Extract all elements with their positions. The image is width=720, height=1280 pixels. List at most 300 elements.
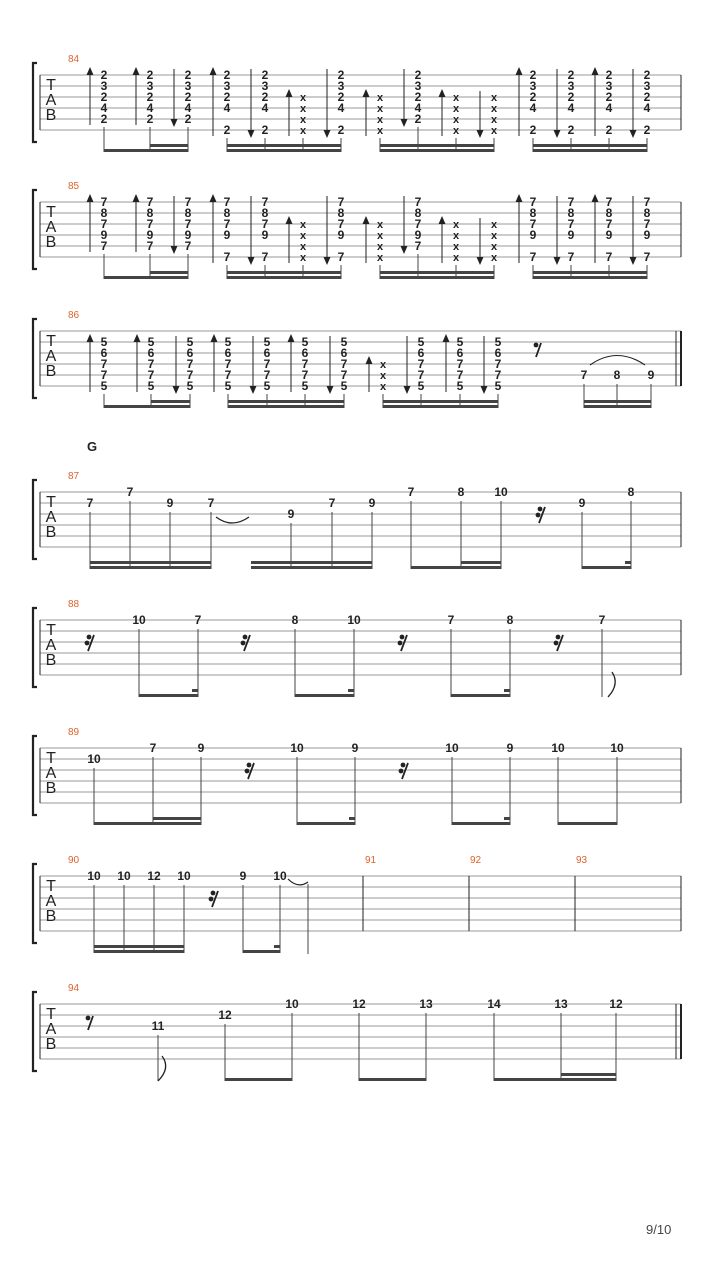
fret-number: 3 xyxy=(337,79,345,93)
fret-number: 2 xyxy=(643,123,651,137)
fret-number: 12 xyxy=(218,1008,232,1022)
measure-number: 94 xyxy=(68,983,80,994)
fret-number: 9 xyxy=(368,496,376,510)
dead-note: x xyxy=(490,125,498,137)
fret-number: 5 xyxy=(301,335,309,349)
fret-number: 8 xyxy=(146,206,154,220)
beam-primary xyxy=(582,566,631,569)
fret-number: 3 xyxy=(529,79,537,93)
beam-primary xyxy=(104,149,188,152)
dead-note: x xyxy=(452,219,460,231)
fret-number: 2 xyxy=(184,112,192,126)
fret-number: 7 xyxy=(414,217,422,231)
fret-number: 2 xyxy=(567,68,575,82)
fret-number: 9 xyxy=(287,507,295,521)
fret-number: 7 xyxy=(301,357,309,371)
dead-note: x xyxy=(452,125,460,137)
dead-note: x xyxy=(452,103,460,115)
dead-note: x xyxy=(299,230,307,242)
fret-number: 7 xyxy=(605,195,613,209)
fret-number: 6 xyxy=(224,346,232,360)
beam-secondary xyxy=(383,400,498,403)
fret-number: 4 xyxy=(605,101,613,115)
tab-clef-letter: A xyxy=(45,348,57,365)
fret-number: 7 xyxy=(223,195,231,209)
fret-number: 2 xyxy=(337,68,345,82)
beam-primary xyxy=(228,405,344,408)
dead-note: x xyxy=(299,241,307,253)
fret-number: 7 xyxy=(224,357,232,371)
beam-secondary xyxy=(380,144,494,147)
fret-number: 12 xyxy=(147,869,161,883)
fret-number: 9 xyxy=(414,228,422,242)
measure-number: 90 xyxy=(68,855,80,866)
fret-number: 9 xyxy=(643,228,651,242)
fret-number: 7 xyxy=(605,250,613,264)
fret-number: 7 xyxy=(186,368,194,382)
beam-primary xyxy=(104,276,188,279)
fret-number: 3 xyxy=(223,79,231,93)
system-bracket xyxy=(33,608,37,687)
fret-number: 5 xyxy=(456,379,464,393)
dead-note: x xyxy=(490,230,498,242)
beam-primary xyxy=(295,694,354,697)
fret-number: 9 xyxy=(578,496,586,510)
fret-number: 9 xyxy=(166,496,174,510)
beam-secondary xyxy=(94,945,184,948)
fret-number: 7 xyxy=(149,741,157,755)
fret-number: 5 xyxy=(224,335,232,349)
fret-number: 2 xyxy=(223,123,231,137)
fret-number: 7 xyxy=(529,217,537,231)
fret-number: 6 xyxy=(186,346,194,360)
fret-number: 2 xyxy=(643,68,651,82)
tab-clef-letter: T xyxy=(46,878,56,895)
system-84 xyxy=(33,63,681,142)
system-bracket xyxy=(33,864,37,943)
fret-number: 2 xyxy=(605,68,613,82)
fret-number: 2 xyxy=(261,123,269,137)
dead-note: x xyxy=(299,252,307,264)
downstroke-arrowhead xyxy=(324,257,331,265)
beam-secondary xyxy=(584,400,651,403)
fret-number: 2 xyxy=(223,90,231,104)
upstroke-arrowhead xyxy=(87,334,94,342)
fret-number: 7 xyxy=(340,357,348,371)
tie xyxy=(288,879,308,885)
system-85 xyxy=(33,190,681,269)
fret-number: 7 xyxy=(567,195,575,209)
fret-number: 5 xyxy=(100,379,108,393)
fret-number: 7 xyxy=(529,250,537,264)
fret-number: 8 xyxy=(567,206,575,220)
fret-number: 3 xyxy=(643,79,651,93)
upstroke-arrowhead xyxy=(87,67,94,75)
fret-number: 4 xyxy=(337,101,345,115)
chord-name: G xyxy=(86,439,98,454)
dead-note: x xyxy=(376,114,384,126)
fret-number: 7 xyxy=(146,217,154,231)
fret-number: 2 xyxy=(567,90,575,104)
downstroke-arrowhead xyxy=(173,386,180,394)
dead-note: x xyxy=(379,370,387,382)
rest-dot xyxy=(86,1016,91,1021)
system-bracket xyxy=(33,480,37,559)
fret-number: 8 xyxy=(627,485,635,499)
beam-primary xyxy=(533,276,647,279)
tab-clef-letter: A xyxy=(45,1021,57,1038)
fret-number: 9 xyxy=(605,228,613,242)
fret-number: 5 xyxy=(456,335,464,349)
beam-primary xyxy=(225,1078,292,1081)
fret-number: 7 xyxy=(643,195,651,209)
fret-number: 3 xyxy=(605,79,613,93)
tab-clef-letter: A xyxy=(45,637,57,654)
fret-number: 7 xyxy=(417,368,425,382)
tab-clef-letter: B xyxy=(45,363,57,380)
rest-dot xyxy=(538,507,543,512)
dead-note: x xyxy=(452,92,460,104)
rest-dot xyxy=(247,763,252,768)
dead-note: x xyxy=(490,92,498,104)
fret-number: 5 xyxy=(494,335,502,349)
upstroke-arrowhead xyxy=(363,216,370,224)
tie xyxy=(216,517,249,523)
dead-note: x xyxy=(379,359,387,371)
system-bracket xyxy=(33,736,37,815)
upstroke-arrowhead xyxy=(133,194,140,202)
fret-number: 8 xyxy=(100,206,108,220)
fret-number: 7 xyxy=(224,368,232,382)
beam-secondary xyxy=(533,271,647,274)
beam-secondary xyxy=(153,817,201,820)
fret-number: 9 xyxy=(223,228,231,242)
downstroke-arrowhead xyxy=(554,257,561,265)
fret-number: 4 xyxy=(146,101,154,115)
fret-number: 10 xyxy=(347,613,361,627)
fret-number: 7 xyxy=(494,357,502,371)
fret-number: 10 xyxy=(132,613,146,627)
dead-note: x xyxy=(376,92,384,104)
beam-secondary xyxy=(228,400,344,403)
fret-number: 7 xyxy=(261,250,269,264)
fret-number: 10 xyxy=(177,869,191,883)
rest-dot xyxy=(209,897,214,902)
fret-number: 7 xyxy=(184,217,192,231)
tab-clef-letter: B xyxy=(45,908,57,925)
fret-number: 7 xyxy=(263,357,271,371)
fret-number: 7 xyxy=(263,368,271,382)
upstroke-arrowhead xyxy=(366,356,373,364)
fret-number: 5 xyxy=(417,335,425,349)
fret-number: 9 xyxy=(146,228,154,242)
dead-note: x xyxy=(299,92,307,104)
fret-number: 7 xyxy=(147,357,155,371)
tab-clef-letter: T xyxy=(46,333,56,350)
upstroke-arrowhead xyxy=(134,334,141,342)
fret-number: 7 xyxy=(494,368,502,382)
rest-dot xyxy=(398,641,403,646)
upstroke-arrowhead xyxy=(210,67,217,75)
beam-secondary xyxy=(151,400,190,403)
fret-number: 6 xyxy=(456,346,464,360)
fret-number: 2 xyxy=(261,68,269,82)
fret-number: 7 xyxy=(598,613,606,627)
beam-secondary xyxy=(90,561,211,564)
beam-primary xyxy=(104,405,190,408)
fret-number: 12 xyxy=(352,997,366,1011)
fret-number: 2 xyxy=(337,90,345,104)
fret-number: 2 xyxy=(261,90,269,104)
dead-note: x xyxy=(299,125,307,137)
fret-number: 4 xyxy=(261,101,269,115)
fret-number: 8 xyxy=(605,206,613,220)
fret-number: 3 xyxy=(100,79,108,93)
upstroke-arrowhead xyxy=(439,89,446,97)
fret-number: 2 xyxy=(337,123,345,137)
beam-secondary xyxy=(150,144,188,147)
downstroke-arrowhead xyxy=(401,246,408,254)
dead-note: x xyxy=(376,103,384,115)
upstroke-arrowhead xyxy=(286,89,293,97)
fret-number: 13 xyxy=(419,997,433,1011)
fret-number: 5 xyxy=(186,335,194,349)
fret-number: 12 xyxy=(609,997,623,1011)
beam-secondary xyxy=(227,271,341,274)
fret-number: 8 xyxy=(506,613,514,627)
fret-number: 7 xyxy=(100,357,108,371)
tab-clef-letter: B xyxy=(45,652,57,669)
rest-dot xyxy=(536,513,541,518)
fret-number: 3 xyxy=(261,79,269,93)
fret-number: 3 xyxy=(146,79,154,93)
fret-number: 7 xyxy=(184,195,192,209)
fret-number: 8 xyxy=(291,613,299,627)
rest-dot xyxy=(399,769,404,774)
beam-primary xyxy=(451,694,510,697)
fret-number: 2 xyxy=(146,112,154,126)
beam-primary xyxy=(584,405,651,408)
fret-number: 8 xyxy=(184,206,192,220)
fret-number: 10 xyxy=(273,869,287,883)
dead-note: x xyxy=(376,252,384,264)
beam-primary xyxy=(359,1078,426,1081)
fret-number: 5 xyxy=(340,379,348,393)
downstroke-arrowhead xyxy=(248,257,255,265)
fret-number: 2 xyxy=(567,123,575,137)
fret-number: 7 xyxy=(580,368,588,382)
upstroke-arrowhead xyxy=(211,334,218,342)
system-bracket xyxy=(33,992,37,1071)
fret-number: 3 xyxy=(184,79,192,93)
dead-note: x xyxy=(452,230,460,242)
fret-number: 8 xyxy=(261,206,269,220)
beam-primary xyxy=(139,694,198,697)
fret-number: 7 xyxy=(337,250,345,264)
fret-number: 3 xyxy=(414,79,422,93)
fret-number: 6 xyxy=(100,346,108,360)
fret-number: 2 xyxy=(529,90,537,104)
beam-primary xyxy=(383,405,498,408)
rest-dot xyxy=(243,635,248,640)
dead-note: x xyxy=(452,241,460,253)
fret-number: 6 xyxy=(147,346,155,360)
fret-number: 2 xyxy=(184,90,192,104)
beam-primary xyxy=(227,149,341,152)
rest-dot xyxy=(534,343,539,348)
fret-number: 4 xyxy=(100,101,108,115)
fret-number: 7 xyxy=(194,613,202,627)
fret-number: 7 xyxy=(340,368,348,382)
page-number: 9/10 xyxy=(646,1222,672,1237)
tab-clef-letter: B xyxy=(45,780,57,797)
fret-number: 7 xyxy=(207,496,215,510)
measure-number: 86 xyxy=(68,310,80,321)
fret-number: 7 xyxy=(223,217,231,231)
fret-number: 9 xyxy=(567,228,575,242)
beam-stub xyxy=(625,561,631,564)
downstroke-arrowhead xyxy=(171,119,178,127)
fret-number: 9 xyxy=(351,741,359,755)
beam-primary xyxy=(494,1078,616,1081)
downstroke-arrowhead xyxy=(630,257,637,265)
dead-note: x xyxy=(490,219,498,231)
fret-number: 7 xyxy=(147,368,155,382)
fret-number: 7 xyxy=(100,368,108,382)
beam-primary xyxy=(94,950,184,953)
fret-number: 8 xyxy=(337,206,345,220)
fret-number: 7 xyxy=(643,250,651,264)
downstroke-arrowhead xyxy=(481,386,488,394)
fret-number: 4 xyxy=(414,101,422,115)
fret-number: 2 xyxy=(605,123,613,137)
beam-stub xyxy=(504,689,510,692)
dead-note: x xyxy=(452,114,460,126)
downstroke-arrowhead xyxy=(477,257,484,265)
fret-number: 8 xyxy=(414,206,422,220)
fret-number: 10 xyxy=(445,741,459,755)
eighth-flag xyxy=(158,1056,166,1081)
upstroke-arrowhead xyxy=(516,67,523,75)
fret-number: 7 xyxy=(567,217,575,231)
dead-note: x xyxy=(299,219,307,231)
fret-number: 7 xyxy=(100,239,108,253)
fret-number: 2 xyxy=(529,123,537,137)
dead-note: x xyxy=(490,103,498,115)
fret-number: 7 xyxy=(529,195,537,209)
fret-number: 10 xyxy=(551,741,565,755)
fret-number: 7 xyxy=(146,239,154,253)
fret-number: 2 xyxy=(223,68,231,82)
dead-note: x xyxy=(299,103,307,115)
fret-number: 2 xyxy=(643,90,651,104)
fret-number: 6 xyxy=(340,346,348,360)
fret-number: 5 xyxy=(301,379,309,393)
measure-number: 87 xyxy=(68,471,80,482)
fret-number: 7 xyxy=(126,485,134,499)
rest-dot xyxy=(211,891,216,896)
beam-primary xyxy=(243,950,280,953)
fret-number: 10 xyxy=(285,997,299,1011)
beam-secondary xyxy=(533,144,647,147)
upstroke-arrowhead xyxy=(288,334,295,342)
downstroke-arrowhead xyxy=(171,246,178,254)
fret-number: 7 xyxy=(456,368,464,382)
fret-number: 2 xyxy=(184,68,192,82)
rest-dot xyxy=(241,641,246,646)
tab-clef-letter: B xyxy=(45,524,57,541)
downstroke-arrowhead xyxy=(327,386,334,394)
upstroke-arrowhead xyxy=(363,89,370,97)
tab-clef-letter: T xyxy=(46,1006,56,1023)
eighth-flag xyxy=(608,672,615,697)
tab-clef-letter: T xyxy=(46,204,56,221)
fret-number: 8 xyxy=(643,206,651,220)
tab-clef-letter: B xyxy=(45,107,57,124)
beam-primary xyxy=(251,566,372,569)
fret-number: 8 xyxy=(223,206,231,220)
fret-number: 2 xyxy=(414,112,422,126)
fret-number: 7 xyxy=(261,195,269,209)
fret-number: 9 xyxy=(647,368,655,382)
beam-secondary xyxy=(461,561,501,564)
fret-number: 14 xyxy=(487,997,501,1011)
fret-number: 5 xyxy=(147,335,155,349)
tab-clef-letter: T xyxy=(46,750,56,767)
beam-secondary xyxy=(227,144,341,147)
tab-clef-letter: A xyxy=(45,92,57,109)
fret-number: 9 xyxy=(184,228,192,242)
upstroke-arrowhead xyxy=(286,216,293,224)
beam-secondary xyxy=(251,561,372,564)
fret-number: 10 xyxy=(290,741,304,755)
fret-number: 9 xyxy=(261,228,269,242)
beam-stub xyxy=(348,689,354,692)
fret-number: 7 xyxy=(567,250,575,264)
rest-dot xyxy=(401,763,406,768)
fret-number: 7 xyxy=(456,357,464,371)
fret-number: 7 xyxy=(223,250,231,264)
fret-number: 10 xyxy=(610,741,624,755)
upstroke-arrowhead xyxy=(516,194,523,202)
tab-clef-letter: T xyxy=(46,494,56,511)
beam-stub xyxy=(504,817,510,820)
fret-number: 9 xyxy=(100,228,108,242)
fret-number: 2 xyxy=(100,90,108,104)
fret-number: 8 xyxy=(529,206,537,220)
fret-number: 6 xyxy=(417,346,425,360)
tab-clef-letter: A xyxy=(45,509,57,526)
fret-number: 7 xyxy=(261,217,269,231)
fret-number: 4 xyxy=(567,101,575,115)
measure-number: 88 xyxy=(68,599,80,610)
fret-number: 5 xyxy=(186,379,194,393)
fret-number: 10 xyxy=(494,485,508,499)
fret-number: 2 xyxy=(146,90,154,104)
dead-note: x xyxy=(376,219,384,231)
fret-number: 5 xyxy=(224,379,232,393)
dead-note: x xyxy=(299,114,307,126)
system-bracket xyxy=(33,319,37,398)
fret-number: 7 xyxy=(414,239,422,253)
fret-number: 8 xyxy=(613,368,621,382)
beam-stub xyxy=(192,689,198,692)
downstroke-arrowhead xyxy=(248,130,255,138)
fret-number: 5 xyxy=(263,379,271,393)
dead-note: x xyxy=(490,252,498,264)
dead-note: x xyxy=(490,241,498,253)
fret-number: 10 xyxy=(117,869,131,883)
